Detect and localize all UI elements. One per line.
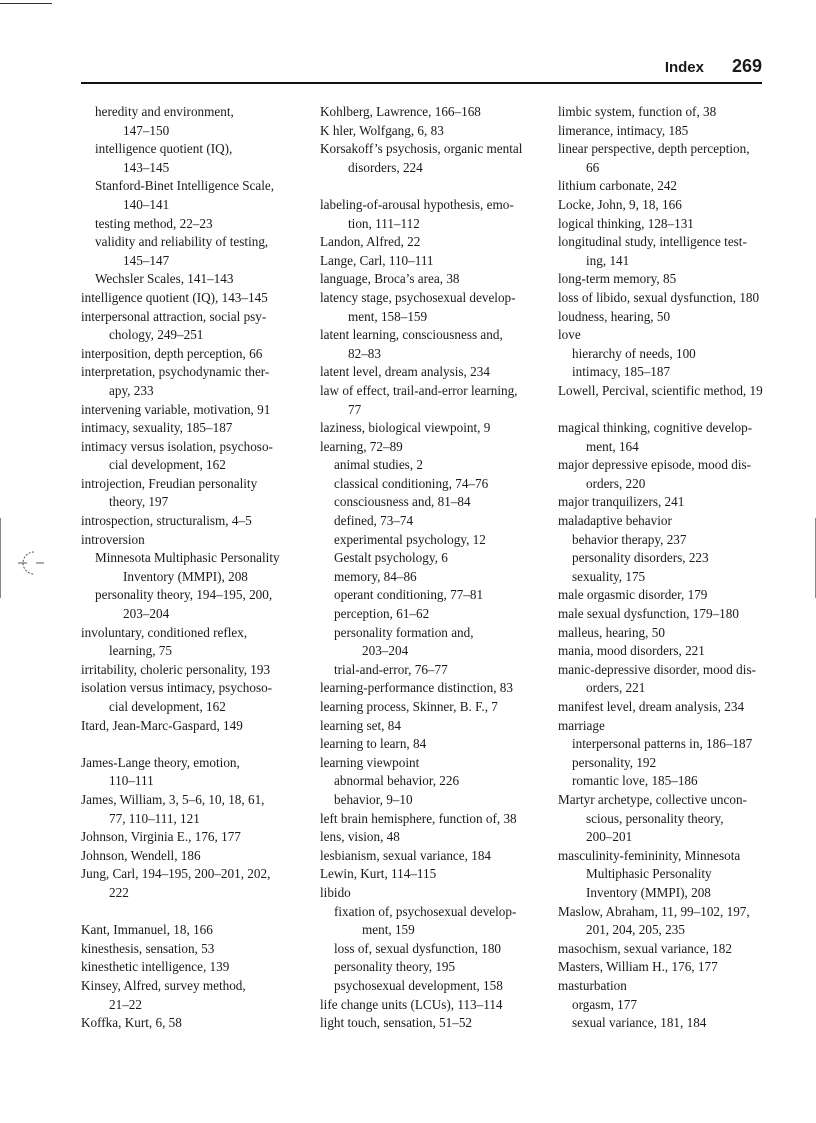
index-entry: latent level, dream analysis, 234: [320, 364, 490, 380]
index-entry: Kohlberg, Lawrence, 166–168: [320, 104, 481, 119]
index-entry: Jung, Carl, 194–195, 200–201, 202,: [81, 866, 271, 882]
index-subentry: personality, 192: [572, 754, 657, 770]
index-entry: Lewin, Kurt, 114–115: [320, 866, 437, 882]
index-entry: intelligence quotient (IQ), 143–145: [81, 289, 268, 305]
index-entry: Landon, Alfred, 22: [320, 234, 421, 250]
index-column-2: [320, 103, 535, 1033]
index-entry: male orgasmic disorder, 179: [558, 587, 708, 603]
index-entry: marriage: [558, 717, 605, 733]
index-entry: left brain hemisphere, function of, 38: [320, 810, 517, 826]
index-entry: Johnson, Wendell, 186: [81, 847, 201, 863]
index-subentry: memory, 84–86: [334, 568, 417, 584]
index-subentry: trial-and-error, 76–77: [334, 661, 448, 677]
crop-mark-rule: [0, 3, 52, 4]
index-entry: intervening variable, motivation, 91: [81, 401, 271, 417]
index-entry: lens, vision, 48: [320, 829, 400, 845]
trim-mark-left: [0, 518, 1, 598]
index-subentry: ment, 159: [362, 922, 415, 938]
index-subentry: 203–204: [123, 606, 170, 622]
index-entry: Maslow, Abraham, 11, 99–102, 197,: [558, 903, 750, 919]
running-header: [81, 56, 762, 84]
index-subentry: 222: [109, 884, 129, 900]
index-entry: major depressive episode, mood dis-: [558, 457, 752, 473]
index-entry: maladaptive behavior: [558, 513, 672, 529]
index-subentry: defined, 73–74: [334, 513, 414, 529]
index-subentry: 200–201: [586, 829, 633, 845]
index-subentry: orders, 220: [586, 475, 646, 491]
index-subentry: 77: [348, 401, 362, 417]
index-subentry: Inventory (MMPI), 208: [123, 568, 248, 584]
index-entry: manic-depressive disorder, mood dis-: [558, 661, 756, 677]
index-entry: involuntary, conditioned reflex,: [81, 624, 248, 640]
index-entry: loss of libido, sexual dysfunction, 180: [558, 289, 760, 305]
index-entry: learning viewpoint: [320, 754, 420, 770]
index-entry: Johnson, Virginia E., 176, 177: [81, 829, 241, 845]
index-entry: mania, mood disorders, 221: [558, 643, 705, 659]
index-entry: lithium carbonate, 242: [558, 178, 678, 194]
index-subentry: apy, 233: [109, 382, 154, 398]
index-subentry: perception, 61–62: [334, 606, 430, 622]
index-subentry: sexuality, 175: [572, 568, 646, 584]
index-subentry: personality theory, 195: [334, 959, 456, 975]
index-subentry: interpersonal patterns in, 186–187: [572, 736, 753, 752]
index-subentry: Multiphasic Personality: [586, 866, 712, 882]
index-entry: malleus, hearing, 50: [558, 624, 665, 640]
index-entry: lesbianism, sexual variance, 184: [320, 847, 492, 863]
index-entry: irritability, choleric personality, 193: [81, 661, 271, 677]
index-subentry: consciousness and, 81–84: [334, 494, 471, 510]
index-spacer: [81, 903, 293, 922]
index-entry: Kant, Immanuel, 18, 166: [81, 922, 213, 938]
index-entry: introjection, Freudian personality: [81, 475, 258, 491]
index-spacer: [320, 177, 535, 196]
index-subentry: orgasm, 177: [572, 996, 637, 1012]
index-entry: labeling-of-arousal hypothesis, emo-: [320, 196, 514, 212]
index-subentry: classical conditioning, 74–76: [334, 475, 489, 491]
index-entry: limbic system, function of, 38: [558, 104, 717, 119]
index-subentry: Gestalt psychology, 6: [334, 550, 448, 566]
index-entry: introspection, structuralism, 4–5: [81, 513, 252, 529]
index-entry: love: [558, 327, 581, 343]
index-subentry: Inventory (MMPI), 208: [586, 884, 711, 900]
index-subentry: 147–150: [123, 122, 170, 138]
index-entry: light touch, sensation, 51–52: [320, 1015, 473, 1031]
index-subentry: 145–147: [123, 252, 170, 268]
index-subentry: personality theory, 194–195, 200,: [95, 587, 273, 603]
index-entry: isolation versus intimacy, psychoso-: [81, 680, 273, 696]
index-column-1: [81, 103, 293, 1033]
index-subentry: experimental psychology, 12: [334, 531, 486, 547]
index-subentry: heredity and environment,: [95, 104, 234, 119]
index-entry: Kinsey, Alfred, survey method,: [81, 977, 246, 993]
index-entry: K hler, Wolfgang, 6, 83: [320, 122, 444, 138]
index-entry: interpretation, psychodynamic ther-: [81, 364, 270, 380]
index-subentry: sexual variance, 181, 184: [572, 1015, 707, 1031]
index-subentry: 21–22: [109, 996, 142, 1012]
index-subentry: scious, personality theory,: [586, 810, 724, 826]
index-entry: Korsakoff’s psychosis, organic mental: [320, 141, 523, 157]
index-entry: kinesthesis, sensation, 53: [81, 940, 215, 956]
index-entry: logical thinking, 128–131: [558, 215, 694, 231]
index-subentry: personality formation and,: [334, 624, 474, 640]
index-subentry: Wechsler Scales, 141–143: [95, 271, 234, 287]
index-subentry: psychosexual development, 158: [334, 977, 503, 993]
index-entry: limerance, intimacy, 185: [558, 122, 689, 138]
index-entry: Martyr archetype, collective uncon-: [558, 791, 747, 807]
index-entry: learning process, Skinner, B. F., 7: [320, 699, 498, 714]
index-subentry: operant conditioning, 77–81: [334, 587, 484, 603]
index-entry: linear perspective, depth perception,: [558, 141, 750, 157]
index-subentry: behavior, 9–10: [334, 791, 413, 807]
index-subentry: loss of, sexual dysfunction, 180: [334, 940, 502, 956]
index-subentry: learning, 75: [109, 643, 172, 659]
index-subentry: ing, 141: [586, 252, 630, 268]
index-subentry: personality disorders, 223: [572, 550, 709, 566]
index-entry: magical thinking, cognitive develop-: [558, 420, 753, 436]
page-number: 269: [731, 56, 762, 76]
index-entry: Lowell, Percival, scientific method, 19: [558, 382, 763, 398]
index-subentry: abnormal behavior, 226: [334, 773, 460, 789]
index-entry: masculinity-femininity, Minnesota: [558, 847, 741, 863]
index-entry: major tranquilizers, 241: [558, 494, 685, 510]
index-entry: latency stage, psychosexual develop-: [320, 289, 516, 305]
index-subentry: intimacy, 185–187: [572, 364, 671, 380]
registration-mark-icon: [18, 548, 44, 578]
index-entry: manifest level, dream analysis, 234: [558, 699, 745, 714]
index-entry: male sexual dysfunction, 179–180: [558, 606, 739, 622]
index-subentry: 110–111: [109, 773, 154, 789]
index-entry: latent learning, consciousness and,: [320, 327, 503, 343]
index-entry: learning, 72–89: [320, 438, 403, 454]
index-subentry: theory, 197: [109, 494, 169, 510]
index-subentry: behavior therapy, 237: [572, 531, 687, 547]
index-entry: introversion: [81, 531, 145, 547]
index-subentry: orders, 221: [586, 680, 646, 696]
index-subentry: animal studies, 2: [334, 457, 424, 473]
index-entry: Koffka, Kurt, 6, 58: [81, 1015, 182, 1031]
index-subentry: 66: [586, 159, 600, 175]
index-subentry: chology, 249–251: [109, 327, 204, 343]
index-entry: long-term memory, 85: [558, 271, 677, 287]
index-subentry: cial development, 162: [109, 457, 226, 473]
index-subentry: tion, 111–112: [348, 215, 420, 231]
index-subentry: disorders, 224: [348, 159, 423, 175]
index-spacer: [81, 735, 293, 754]
index-subentry: 77, 110–111, 121: [109, 810, 200, 826]
index-entry: Itard, Jean-Marc-Gaspard, 149: [81, 717, 243, 733]
index-entry: Masters, William H., 176, 177: [558, 959, 718, 975]
index-subentry: fixation of, psychosexual develop-: [334, 903, 517, 919]
index-entry: Locke, John, 9, 18, 166: [558, 196, 682, 212]
index-subentry: hierarchy of needs, 100: [572, 345, 696, 361]
index-entry: life change units (LCUs), 113–114: [320, 996, 503, 1012]
index-entry: James, William, 3, 5–6, 10, 18, 61,: [81, 791, 265, 807]
index-subentry: intelligence quotient (IQ),: [95, 141, 233, 157]
index-subentry: ment, 158–159: [348, 308, 428, 324]
index-subentry: Minnesota Multiphasic Personality: [95, 550, 280, 566]
index-subentry: testing method, 22–23: [95, 215, 213, 231]
index-entry: intimacy, sexuality, 185–187: [81, 420, 233, 436]
index-entry: interpersonal attraction, social psy-: [81, 308, 267, 324]
index-entry: laziness, biological viewpoint, 9: [320, 420, 491, 436]
index-entry: interposition, depth perception, 66: [81, 345, 263, 361]
index-entry: masochism, sexual variance, 182: [558, 940, 732, 956]
index-entry: kinesthetic intelligence, 139: [81, 959, 230, 975]
index-subentry: cial development, 162: [109, 699, 226, 714]
index-subentry: validity and reliability of testing,: [95, 234, 269, 250]
index-entry: loudness, hearing, 50: [558, 308, 671, 324]
index-subentry: 82–83: [348, 345, 381, 361]
header-title: Index: [664, 59, 704, 76]
index-subentry: Stanford-Binet Intelligence Scale,: [95, 178, 275, 194]
index-subentry: 140–141: [123, 196, 170, 212]
index-subentry: 203–204: [362, 643, 409, 659]
index-entry: intimacy versus isolation, psychoso-: [81, 438, 273, 454]
index-entry: longitudinal study, intelligence test-: [558, 234, 747, 250]
index-entry: law of effect, trail-and-error learning,: [320, 382, 518, 398]
index-spacer: [558, 401, 768, 420]
index-entry: James-Lange theory, emotion,: [81, 754, 240, 770]
index-entry: learning set, 84: [320, 717, 401, 733]
index-entry: masturbation: [558, 977, 627, 993]
index-entry: learning to learn, 84: [320, 736, 427, 752]
index-entry: learning-performance distinction, 83: [320, 680, 513, 696]
index-subentry: 143–145: [123, 159, 170, 175]
index-subentry: 201, 204, 205, 235: [586, 922, 685, 938]
index-entry: language, Broca’s area, 38: [320, 271, 460, 287]
index-subentry: romantic love, 185–186: [572, 773, 698, 789]
index-entry: libido: [320, 884, 351, 900]
index-entry: Lange, Carl, 110–111: [320, 252, 434, 268]
index-subentry: ment, 164: [586, 438, 639, 454]
index-column-3: [558, 103, 768, 1033]
